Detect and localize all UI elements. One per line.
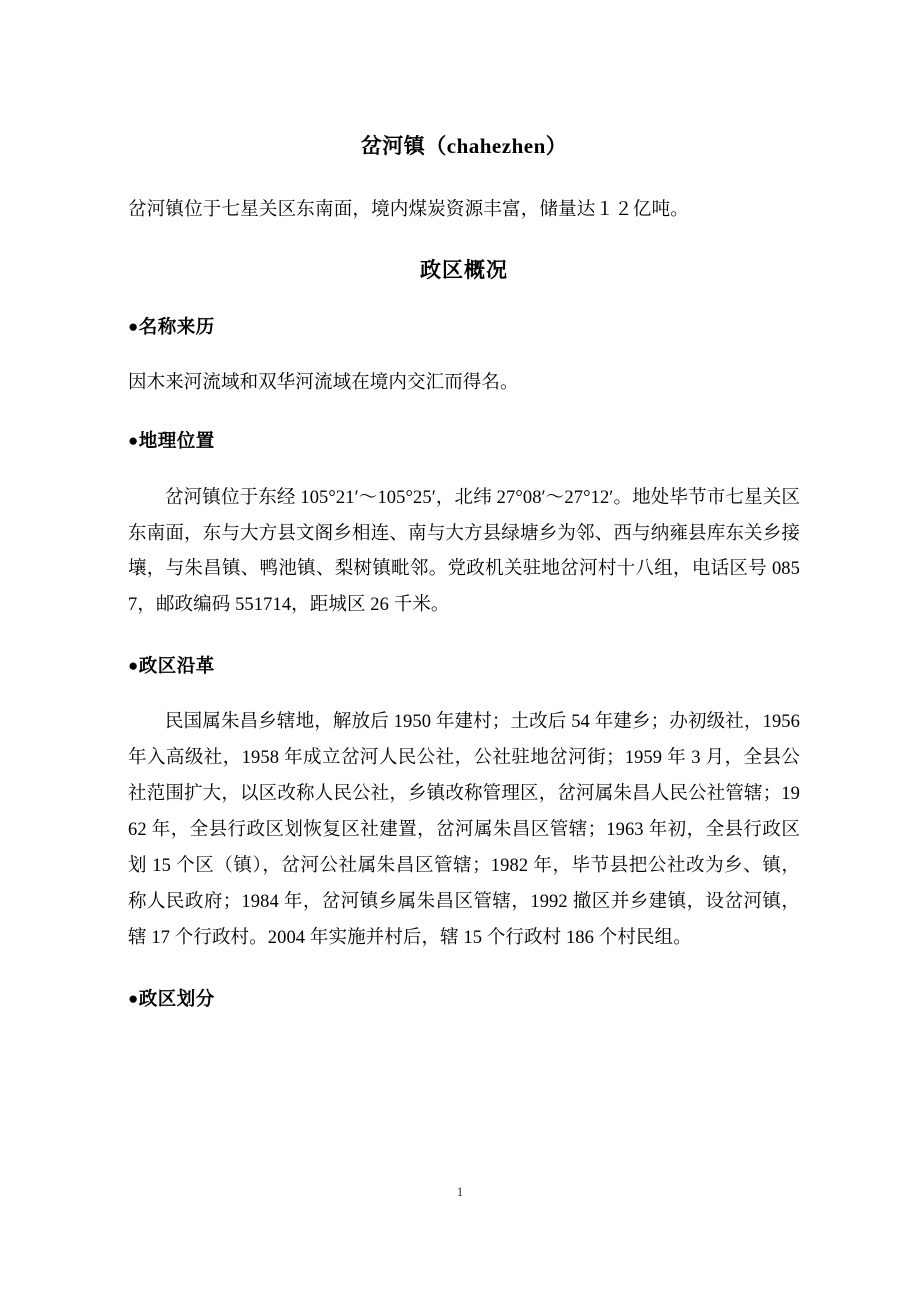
bullet-icon: ● [128, 317, 139, 337]
bullet-icon: ● [128, 431, 139, 451]
sub-heading-label: 名称来历 [138, 318, 215, 339]
page-number: 1 [456, 1184, 464, 1199]
paragraph-geographic-location: 岔河镇位于东经 105°21′～105°25′，北纬 27°08′～27°12′。地处毕节市七星关区东南面，东与大方县文阁乡相连、南与大方县绿塘乡为邻、西与纳雍县库东关乡接壤，与朱昌镇、鸭池镇、梨树镇毗邻。党政机关驻地岔河村十八组，电话区号 0857，邮政编码 551714，距城区 26 千米。 [128, 487, 800, 615]
sub-heading-name-origin [128, 284, 800, 343]
page-title: 岔河镇（chahezhen） [360, 134, 568, 158]
section-title-overview: 政区概况 [420, 257, 508, 282]
lead-paragraph: 岔河镇位于七星关区东南面，境内煤炭资源丰富，储量达１２亿吨。 [128, 200, 690, 221]
paragraph-administrative-history: 民国属朱昌乡辖地，解放后 1950 年建村；土改后 54 年建乡；办初级社，1956 年入高级社，1958 年成立岔河人民公社，公社驻地岔河街；1959 年 3 月，全县公社范围扩大，以区改称人民公社，乡镇改称管理区，岔河属朱昌人民公社管辖；1962 年，全县行政区划恢复区社建置，岔河属朱昌区管辖；1963 年初，全县行政区划 15 个区（镇），岔河公社属朱昌区管辖；1982 年，毕节县把公社改为乡、镇，称人民政府；1984 年，岔河镇乡属朱昌区管辖，1992 撤区并乡建镇，设岔河镇，辖 17 个行政村。2004 年实施并村后，辖 15 个行政村 186 个村民组。 [128, 711, 800, 949]
sub-heading-administrative-division [128, 956, 800, 1015]
bullet-icon: ● [128, 989, 139, 1009]
sub-heading-administrative-history [128, 623, 800, 682]
sub-heading-geographic-location [128, 398, 800, 457]
sub-heading-label: 政区划分 [138, 990, 215, 1011]
page-content [128, 0, 800, 1015]
sub-heading-label: 地理位置 [138, 432, 215, 453]
paragraph-name-origin: 因木来河流域和双华河流域在境内交汇而得名。 [128, 373, 519, 394]
sub-heading-label: 政区沿革 [138, 657, 215, 678]
bullet-icon: ● [128, 656, 139, 676]
